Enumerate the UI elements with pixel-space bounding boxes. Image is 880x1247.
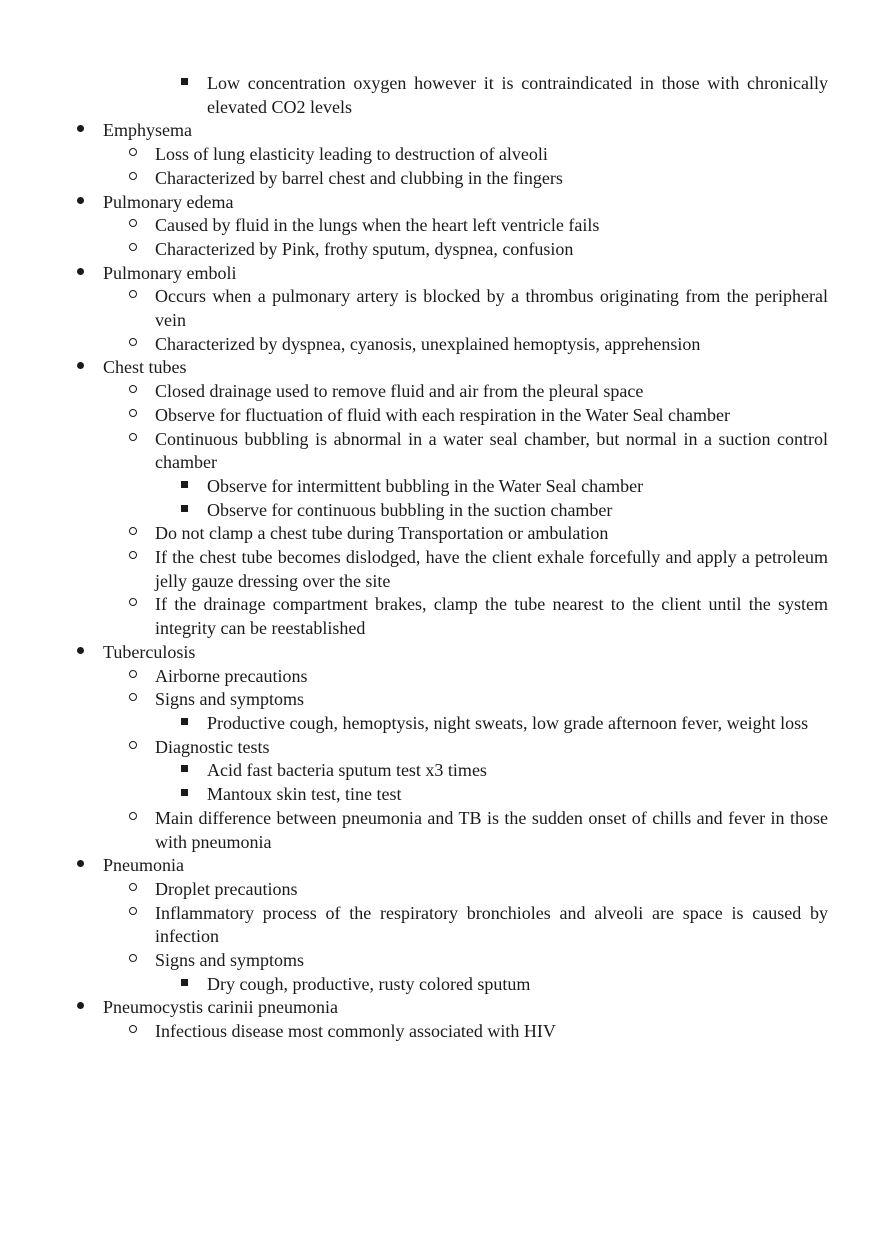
list-item-level-2	[0, 143, 828, 167]
list-item-text: Signs and symptoms	[155, 950, 305, 971]
bullet-circle-icon	[129, 404, 137, 428]
list-item-level-2	[0, 902, 828, 949]
list-item-level-2	[0, 404, 828, 428]
list-item-level-2	[0, 285, 828, 332]
bullet-circle-icon	[129, 902, 137, 926]
list-item-level-2	[0, 428, 828, 475]
bullet-circle-icon	[129, 238, 137, 262]
list-item-level-3	[0, 759, 828, 783]
list-item-text: Characterized by barrel chest and clubbing in the fingers	[155, 167, 563, 188]
list-item-text: Observe for fluctuation of fluid with each respiration in the Water Seal chamber	[155, 404, 731, 425]
list-item-level-3	[0, 475, 828, 499]
list-item-level-2	[0, 878, 828, 902]
list-item-text: Pulmonary edema	[103, 191, 234, 212]
list-item-text: Pneumonia	[103, 855, 184, 876]
bullet-square-icon	[181, 759, 188, 783]
bullet-circle-icon	[129, 333, 137, 357]
list-item-text: Droplet precautions	[155, 878, 298, 899]
list-item-level-2	[0, 522, 828, 546]
list-item-text: Continuous bubbling is abnormal in a water seal chamber, but normal in a suction control chamber	[155, 428, 828, 473]
list-item-text: Caused by fluid in the lungs when the heart left ventricle fails	[155, 215, 600, 236]
bullet-disc-icon	[77, 191, 84, 215]
bullet-square-icon	[181, 973, 188, 997]
list-item-text: Loss of lung elasticity leading to destruction of alveoli	[155, 144, 548, 165]
bullet-circle-icon	[129, 167, 137, 191]
bullet-square-icon	[181, 475, 188, 499]
list-item-text: Productive cough, hemoptysis, night sweats, low grade afternoon fever, weight loss	[207, 712, 809, 733]
list-item-level-1	[0, 641, 828, 665]
list-item-text: Observe for continuous bubbling in the suction chamber	[207, 499, 613, 520]
list-item-text: Emphysema	[103, 120, 192, 141]
bullet-circle-icon	[129, 380, 137, 404]
list-item-level-1	[0, 191, 828, 215]
bullet-circle-icon	[129, 665, 137, 689]
bullet-circle-icon	[129, 688, 137, 712]
list-item-text: Low concentration oxygen however it is contraindicated in those with chronically elevated CO2 levels	[207, 73, 828, 117]
list-item-text: Acid fast bacteria sputum test x3 times	[207, 760, 487, 781]
list-item-level-3	[0, 72, 828, 119]
bullet-square-icon	[181, 72, 188, 96]
list-item-text: Occurs when a pulmonary artery is blocked by a thrombus originating from the peripheral vein	[155, 286, 828, 331]
list-item-text: Main difference between pneumonia and TB is the sudden onset of chills and fever in those with pneumonia	[155, 807, 828, 852]
bullet-disc-icon	[77, 356, 84, 380]
list-item-level-1	[0, 356, 828, 380]
list-item-text: Pulmonary emboli	[103, 262, 237, 283]
list-item-text: Characterized by dyspnea, cyanosis, unexplained hemoptysis, apprehension	[155, 333, 701, 354]
list-item-level-2	[0, 688, 828, 712]
bullet-circle-icon	[129, 428, 137, 452]
list-item-level-2	[0, 665, 828, 689]
list-item-level-1	[0, 996, 828, 1020]
bullet-circle-icon	[129, 878, 137, 902]
list-item-text: Diagnostic tests	[155, 736, 270, 757]
bullet-circle-icon	[129, 546, 137, 570]
bullet-circle-icon	[129, 143, 137, 167]
bullet-square-icon	[181, 783, 188, 807]
bullet-circle-icon	[129, 593, 137, 617]
list-item-text: Chest tubes	[103, 357, 187, 378]
bullet-disc-icon	[77, 119, 84, 143]
list-item-text: Infectious disease most commonly associated with HIV	[155, 1021, 556, 1042]
list-item-level-2	[0, 736, 828, 760]
list-item-text: Observe for intermittent bubbling in the Water Seal chamber	[207, 475, 644, 496]
list-item-text: If the drainage compartment brakes, clamp the tube nearest to the client until the system integrity can be reestablished	[155, 594, 828, 639]
list-item-level-3	[0, 499, 828, 523]
list-item-level-1	[0, 854, 828, 878]
bullet-circle-icon	[129, 522, 137, 546]
list-item-text: If the chest tube becomes dislodged, have the client exhale forcefully and apply a petroleum jelly gauze dressing over the site	[155, 547, 828, 591]
bullet-square-icon	[181, 712, 188, 736]
list-item-level-2	[0, 1020, 828, 1044]
list-item-level-1	[0, 262, 828, 286]
list-item-level-2	[0, 949, 828, 973]
bullet-circle-icon	[129, 1020, 137, 1044]
bullet-disc-icon	[77, 641, 84, 665]
list-item-level-2	[0, 546, 828, 593]
bullet-circle-icon	[129, 949, 137, 973]
list-item-text: Dry cough, productive, rusty colored sputum	[207, 973, 531, 994]
list-item-level-2	[0, 214, 828, 238]
list-item-level-2	[0, 380, 828, 404]
bullet-disc-icon	[77, 854, 84, 878]
bullet-square-icon	[181, 499, 188, 523]
list-item-text: Mantoux skin test, tine test	[207, 784, 402, 805]
list-item-text: Characterized by Pink, frothy sputum, dyspnea, confusion	[155, 238, 574, 259]
list-item-text: Inflammatory process of the respiratory bronchioles and alveoli are space is caused by infection	[155, 902, 828, 947]
bullet-disc-icon	[77, 996, 84, 1020]
bullet-circle-icon	[129, 736, 137, 760]
list-item-level-1	[0, 119, 828, 143]
list-item-text: Tuberculosis	[103, 641, 196, 662]
bullet-disc-icon	[77, 262, 84, 286]
list-item-level-2	[0, 807, 828, 854]
bullet-circle-icon	[129, 285, 137, 309]
list-item-text: Airborne precautions	[155, 665, 308, 686]
list-item-text: Pneumocystis carinii pneumonia	[103, 997, 338, 1018]
list-item-level-2	[0, 167, 828, 191]
list-item-text: Closed drainage used to remove fluid and air from the pleural space	[155, 381, 644, 402]
list-item-level-3	[0, 973, 828, 997]
list-item-level-2	[0, 333, 828, 357]
list-item-text: Do not clamp a chest tube during Transportation or ambulation	[155, 523, 609, 544]
list-item-text: Signs and symptoms	[155, 689, 305, 710]
bullet-circle-icon	[129, 807, 137, 831]
list-item-level-2	[0, 593, 828, 640]
list-item-level-2	[0, 238, 828, 262]
bullet-circle-icon	[129, 214, 137, 238]
list-item-level-3	[0, 712, 828, 736]
document-page	[0, 72, 880, 1044]
list-item-level-3	[0, 783, 828, 807]
